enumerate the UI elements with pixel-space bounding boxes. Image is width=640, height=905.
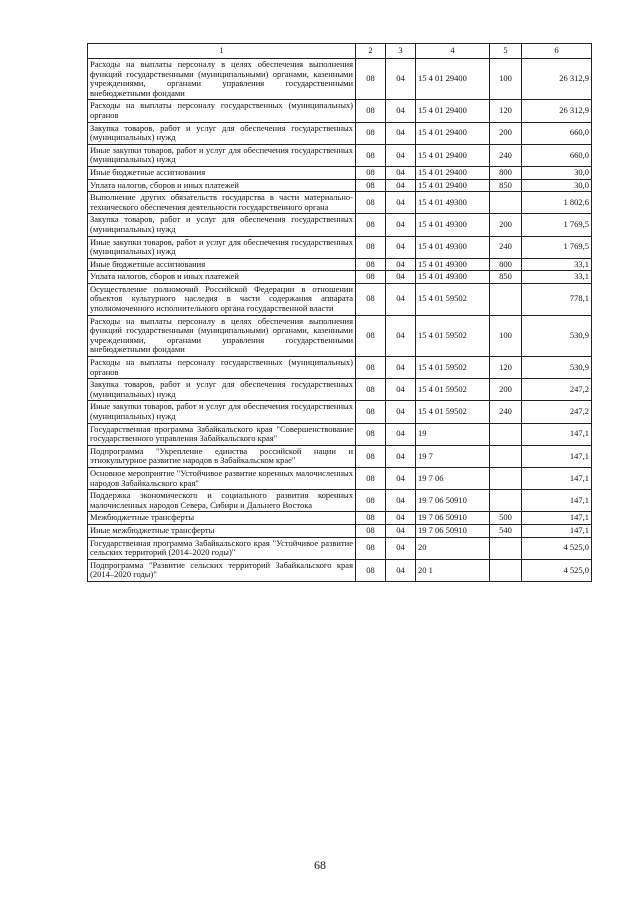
- expense-type-cell: 850: [490, 271, 522, 284]
- expense-type-cell: 100: [490, 59, 522, 100]
- table-row: [88, 122, 592, 144]
- target-article-cell: 15 4 01 29400: [416, 144, 490, 166]
- section-code-cell: 08: [356, 445, 386, 467]
- expense-name-cell: Осуществление полномочий Российской Федерации в отношении объектов культурного наследия в части содержания аппарата уполномоченного исполнительного органа государственной власти: [88, 283, 356, 315]
- expense-name-cell: Расходы на выплаты персоналу государственных (муниципальных) органов: [88, 100, 356, 122]
- amount-cell: 26 312,9: [522, 59, 592, 100]
- subsection-code-cell: 04: [386, 490, 416, 512]
- column-header: 6: [522, 44, 592, 59]
- target-article-cell: 15 4 01 59502: [416, 357, 490, 379]
- target-article-cell: 19 7 06: [416, 467, 490, 489]
- expense-name-cell: Поддержка экономического и социального развития коренных малочисленных народов Севера, Сибири и Дальнего Востока: [88, 490, 356, 512]
- section-code-cell: 08: [356, 537, 386, 559]
- section-code-cell: 08: [356, 490, 386, 512]
- subsection-code-cell: 04: [386, 524, 416, 537]
- table-row: [88, 537, 592, 559]
- expense-type-cell: 850: [490, 179, 522, 192]
- amount-cell: 147,1: [522, 512, 592, 525]
- target-article-cell: 15 4 01 49300: [416, 258, 490, 271]
- expense-name-cell: Закупка товаров, работ и услуг для обеспечения государственных (муниципальных) нужд: [88, 214, 356, 236]
- subsection-code-cell: 04: [386, 537, 416, 559]
- subsection-code-cell: 04: [386, 192, 416, 214]
- table-row: [88, 236, 592, 258]
- section-code-cell: 08: [356, 357, 386, 379]
- table-row: [88, 423, 592, 445]
- expense-name-cell: Межбюджетные трансферты: [88, 512, 356, 525]
- amount-cell: 4 525,0: [522, 537, 592, 559]
- expense-name-cell: Расходы на выплаты персоналу в целях обеспечения выполнения функций государственными (муниципальными) органами, казенными учреждениями, органами управления государственными внебюджетными фондами: [88, 59, 356, 100]
- table-row: [88, 467, 592, 489]
- expense-type-cell: 540: [490, 524, 522, 537]
- amount-cell: 30,0: [522, 166, 592, 179]
- amount-cell: 530,9: [522, 357, 592, 379]
- amount-cell: 147,1: [522, 524, 592, 537]
- expense-type-cell: [490, 467, 522, 489]
- section-code-cell: 08: [356, 192, 386, 214]
- subsection-code-cell: 04: [386, 445, 416, 467]
- section-code-cell: 08: [356, 236, 386, 258]
- amount-cell: 660,0: [522, 122, 592, 144]
- table-row: [88, 59, 592, 100]
- amount-cell: 147,1: [522, 445, 592, 467]
- expense-type-cell: 120: [490, 100, 522, 122]
- table-row: [88, 512, 592, 525]
- table-row: [88, 559, 592, 581]
- subsection-code-cell: 04: [386, 166, 416, 179]
- table-row: [88, 283, 592, 315]
- expense-name-cell: Расходы на выплаты персоналу в целях обеспечения выполнения функций государственными (муниципальными) органами, казенными учреждениями, органами управления государственными внебюджетными фондами: [88, 315, 356, 356]
- section-code-cell: 08: [356, 524, 386, 537]
- table-header-row: [88, 44, 592, 59]
- expense-type-cell: [490, 445, 522, 467]
- expense-name-cell: Иные межбюджетные трансферты: [88, 524, 356, 537]
- subsection-code-cell: 04: [386, 357, 416, 379]
- budget-table: [87, 43, 592, 582]
- subsection-code-cell: 04: [386, 214, 416, 236]
- target-article-cell: 15 4 01 29400: [416, 59, 490, 100]
- amount-cell: 1 802,6: [522, 192, 592, 214]
- amount-cell: 247,2: [522, 379, 592, 401]
- subsection-code-cell: 04: [386, 59, 416, 100]
- section-code-cell: 08: [356, 271, 386, 284]
- expense-type-cell: 240: [490, 401, 522, 423]
- target-article-cell: 20: [416, 537, 490, 559]
- column-header: 4: [416, 44, 490, 59]
- section-code-cell: 08: [356, 166, 386, 179]
- table-row: [88, 271, 592, 284]
- table-row: [88, 166, 592, 179]
- expense-name-cell: Уплата налогов, сборов и иных платежей: [88, 179, 356, 192]
- table-row: [88, 379, 592, 401]
- expense-name-cell: Подпрограмма "Развитие сельских территорий Забайкальского края (2014–2020 годы)": [88, 559, 356, 581]
- section-code-cell: 08: [356, 100, 386, 122]
- expense-type-cell: 100: [490, 315, 522, 356]
- expense-type-cell: 200: [490, 122, 522, 144]
- expense-type-cell: 240: [490, 144, 522, 166]
- column-header: 2: [356, 44, 386, 59]
- section-code-cell: 08: [356, 315, 386, 356]
- target-article-cell: 15 4 01 49300: [416, 271, 490, 284]
- section-code-cell: 08: [356, 59, 386, 100]
- section-code-cell: 08: [356, 258, 386, 271]
- amount-cell: 530,9: [522, 315, 592, 356]
- section-code-cell: 08: [356, 379, 386, 401]
- expense-name-cell: Уплата налогов, сборов и иных платежей: [88, 271, 356, 284]
- expense-type-cell: 800: [490, 166, 522, 179]
- target-article-cell: 15 4 01 49300: [416, 214, 490, 236]
- target-article-cell: 19 7 06 50910: [416, 512, 490, 525]
- target-article-cell: 15 4 01 59502: [416, 379, 490, 401]
- amount-cell: 660,0: [522, 144, 592, 166]
- amount-cell: 33,1: [522, 258, 592, 271]
- table-row: [88, 144, 592, 166]
- amount-cell: 1 769,5: [522, 214, 592, 236]
- subsection-code-cell: 04: [386, 100, 416, 122]
- table-row: [88, 401, 592, 423]
- target-article-cell: 15 4 01 29400: [416, 100, 490, 122]
- section-code-cell: 08: [356, 467, 386, 489]
- target-article-cell: 15 4 01 59502: [416, 283, 490, 315]
- amount-cell: 147,1: [522, 490, 592, 512]
- amount-cell: 247,2: [522, 401, 592, 423]
- amount-cell: 778,1: [522, 283, 592, 315]
- section-code-cell: 08: [356, 283, 386, 315]
- expense-name-cell: Государственная программа Забайкальского края "Устойчивое развитие сельских территорий (2014–2020 годы)": [88, 537, 356, 559]
- target-article-cell: 15 4 01 29400: [416, 122, 490, 144]
- expense-type-cell: 800: [490, 258, 522, 271]
- subsection-code-cell: 04: [386, 559, 416, 581]
- target-article-cell: 15 4 01 29400: [416, 179, 490, 192]
- table-body: [88, 59, 592, 582]
- target-article-cell: 15 4 01 59502: [416, 401, 490, 423]
- expense-name-cell: Выполнение других обязательств государства в части материально-технического обеспечения деятельности государственного органа: [88, 192, 356, 214]
- subsection-code-cell: 04: [386, 122, 416, 144]
- expense-name-cell: Подпрограмма "Укрепление единства российской нации и этнокультурное развитие народов в Забайкальском крае": [88, 445, 356, 467]
- column-header: 5: [490, 44, 522, 59]
- target-article-cell: 19 7: [416, 445, 490, 467]
- expense-name-cell: Иные закупки товаров, работ и услуг для обеспечения государственных (муниципальных) нужд: [88, 236, 356, 258]
- subsection-code-cell: 04: [386, 315, 416, 356]
- expense-name-cell: Иные бюджетные ассигнования: [88, 258, 356, 271]
- section-code-cell: 08: [356, 122, 386, 144]
- table-row: [88, 490, 592, 512]
- subsection-code-cell: 04: [386, 467, 416, 489]
- target-article-cell: 20 1: [416, 559, 490, 581]
- subsection-code-cell: 04: [386, 236, 416, 258]
- table-row: [88, 445, 592, 467]
- section-code-cell: 08: [356, 401, 386, 423]
- section-code-cell: 08: [356, 214, 386, 236]
- amount-cell: 147,1: [522, 467, 592, 489]
- target-article-cell: 19 7 06 50910: [416, 524, 490, 537]
- table-row: [88, 357, 592, 379]
- table-row: [88, 258, 592, 271]
- table-row: [88, 100, 592, 122]
- table-row: [88, 214, 592, 236]
- target-article-cell: 15 4 01 49300: [416, 236, 490, 258]
- expense-name-cell: Иные закупки товаров, работ и услуг для обеспечения государственных (муниципальных) нужд: [88, 144, 356, 166]
- page-number: 68: [314, 858, 326, 872]
- target-article-cell: 19: [416, 423, 490, 445]
- expense-name-cell: Расходы на выплаты персоналу государственных (муниципальных) органов: [88, 357, 356, 379]
- target-article-cell: 15 4 01 59502: [416, 315, 490, 356]
- amount-cell: 4 525,0: [522, 559, 592, 581]
- amount-cell: 30,0: [522, 179, 592, 192]
- expense-type-cell: [490, 283, 522, 315]
- expense-name-cell: Иные бюджетные ассигнования: [88, 166, 356, 179]
- expense-type-cell: 500: [490, 512, 522, 525]
- expense-type-cell: 240: [490, 236, 522, 258]
- expense-type-cell: 200: [490, 379, 522, 401]
- subsection-code-cell: 04: [386, 179, 416, 192]
- expense-type-cell: 200: [490, 214, 522, 236]
- subsection-code-cell: 04: [386, 512, 416, 525]
- expense-name-cell: Государственная программа Забайкальского края "Совершенствование государственного управления Забайкальского края": [88, 423, 356, 445]
- amount-cell: 33,1: [522, 271, 592, 284]
- section-code-cell: 08: [356, 144, 386, 166]
- expense-type-cell: [490, 537, 522, 559]
- target-article-cell: 15 4 01 29400: [416, 166, 490, 179]
- expense-type-cell: [490, 192, 522, 214]
- subsection-code-cell: 04: [386, 258, 416, 271]
- section-code-cell: 08: [356, 512, 386, 525]
- amount-cell: 1 769,5: [522, 236, 592, 258]
- section-code-cell: 08: [356, 423, 386, 445]
- table-row: [88, 179, 592, 192]
- target-article-cell: 15 4 01 49300: [416, 192, 490, 214]
- expense-name-cell: Иные закупки товаров, работ и услуг для обеспечения государственных (муниципальных) нужд: [88, 401, 356, 423]
- table-row: [88, 192, 592, 214]
- expense-name-cell: Закупка товаров, работ и услуг для обеспечения государственных (муниципальных) нужд: [88, 379, 356, 401]
- subsection-code-cell: 04: [386, 379, 416, 401]
- expense-type-cell: [490, 490, 522, 512]
- column-header: 1: [88, 44, 356, 59]
- expense-type-cell: [490, 559, 522, 581]
- table-row: [88, 524, 592, 537]
- expense-type-cell: 120: [490, 357, 522, 379]
- subsection-code-cell: 04: [386, 271, 416, 284]
- expense-type-cell: [490, 423, 522, 445]
- subsection-code-cell: 04: [386, 144, 416, 166]
- amount-cell: 147,1: [522, 423, 592, 445]
- subsection-code-cell: 04: [386, 423, 416, 445]
- target-article-cell: 19 7 06 50910: [416, 490, 490, 512]
- expense-name-cell: Закупка товаров, работ и услуг для обеспечения государственных (муниципальных) нужд: [88, 122, 356, 144]
- table-row: [88, 315, 592, 356]
- expense-name-cell: Основное мероприятие "Устойчивое развитие коренных малочисленных народов Забайкальского края": [88, 467, 356, 489]
- section-code-cell: 08: [356, 559, 386, 581]
- column-header: 3: [386, 44, 416, 59]
- amount-cell: 26 312,9: [522, 100, 592, 122]
- subsection-code-cell: 04: [386, 401, 416, 423]
- section-code-cell: 08: [356, 179, 386, 192]
- subsection-code-cell: 04: [386, 283, 416, 315]
